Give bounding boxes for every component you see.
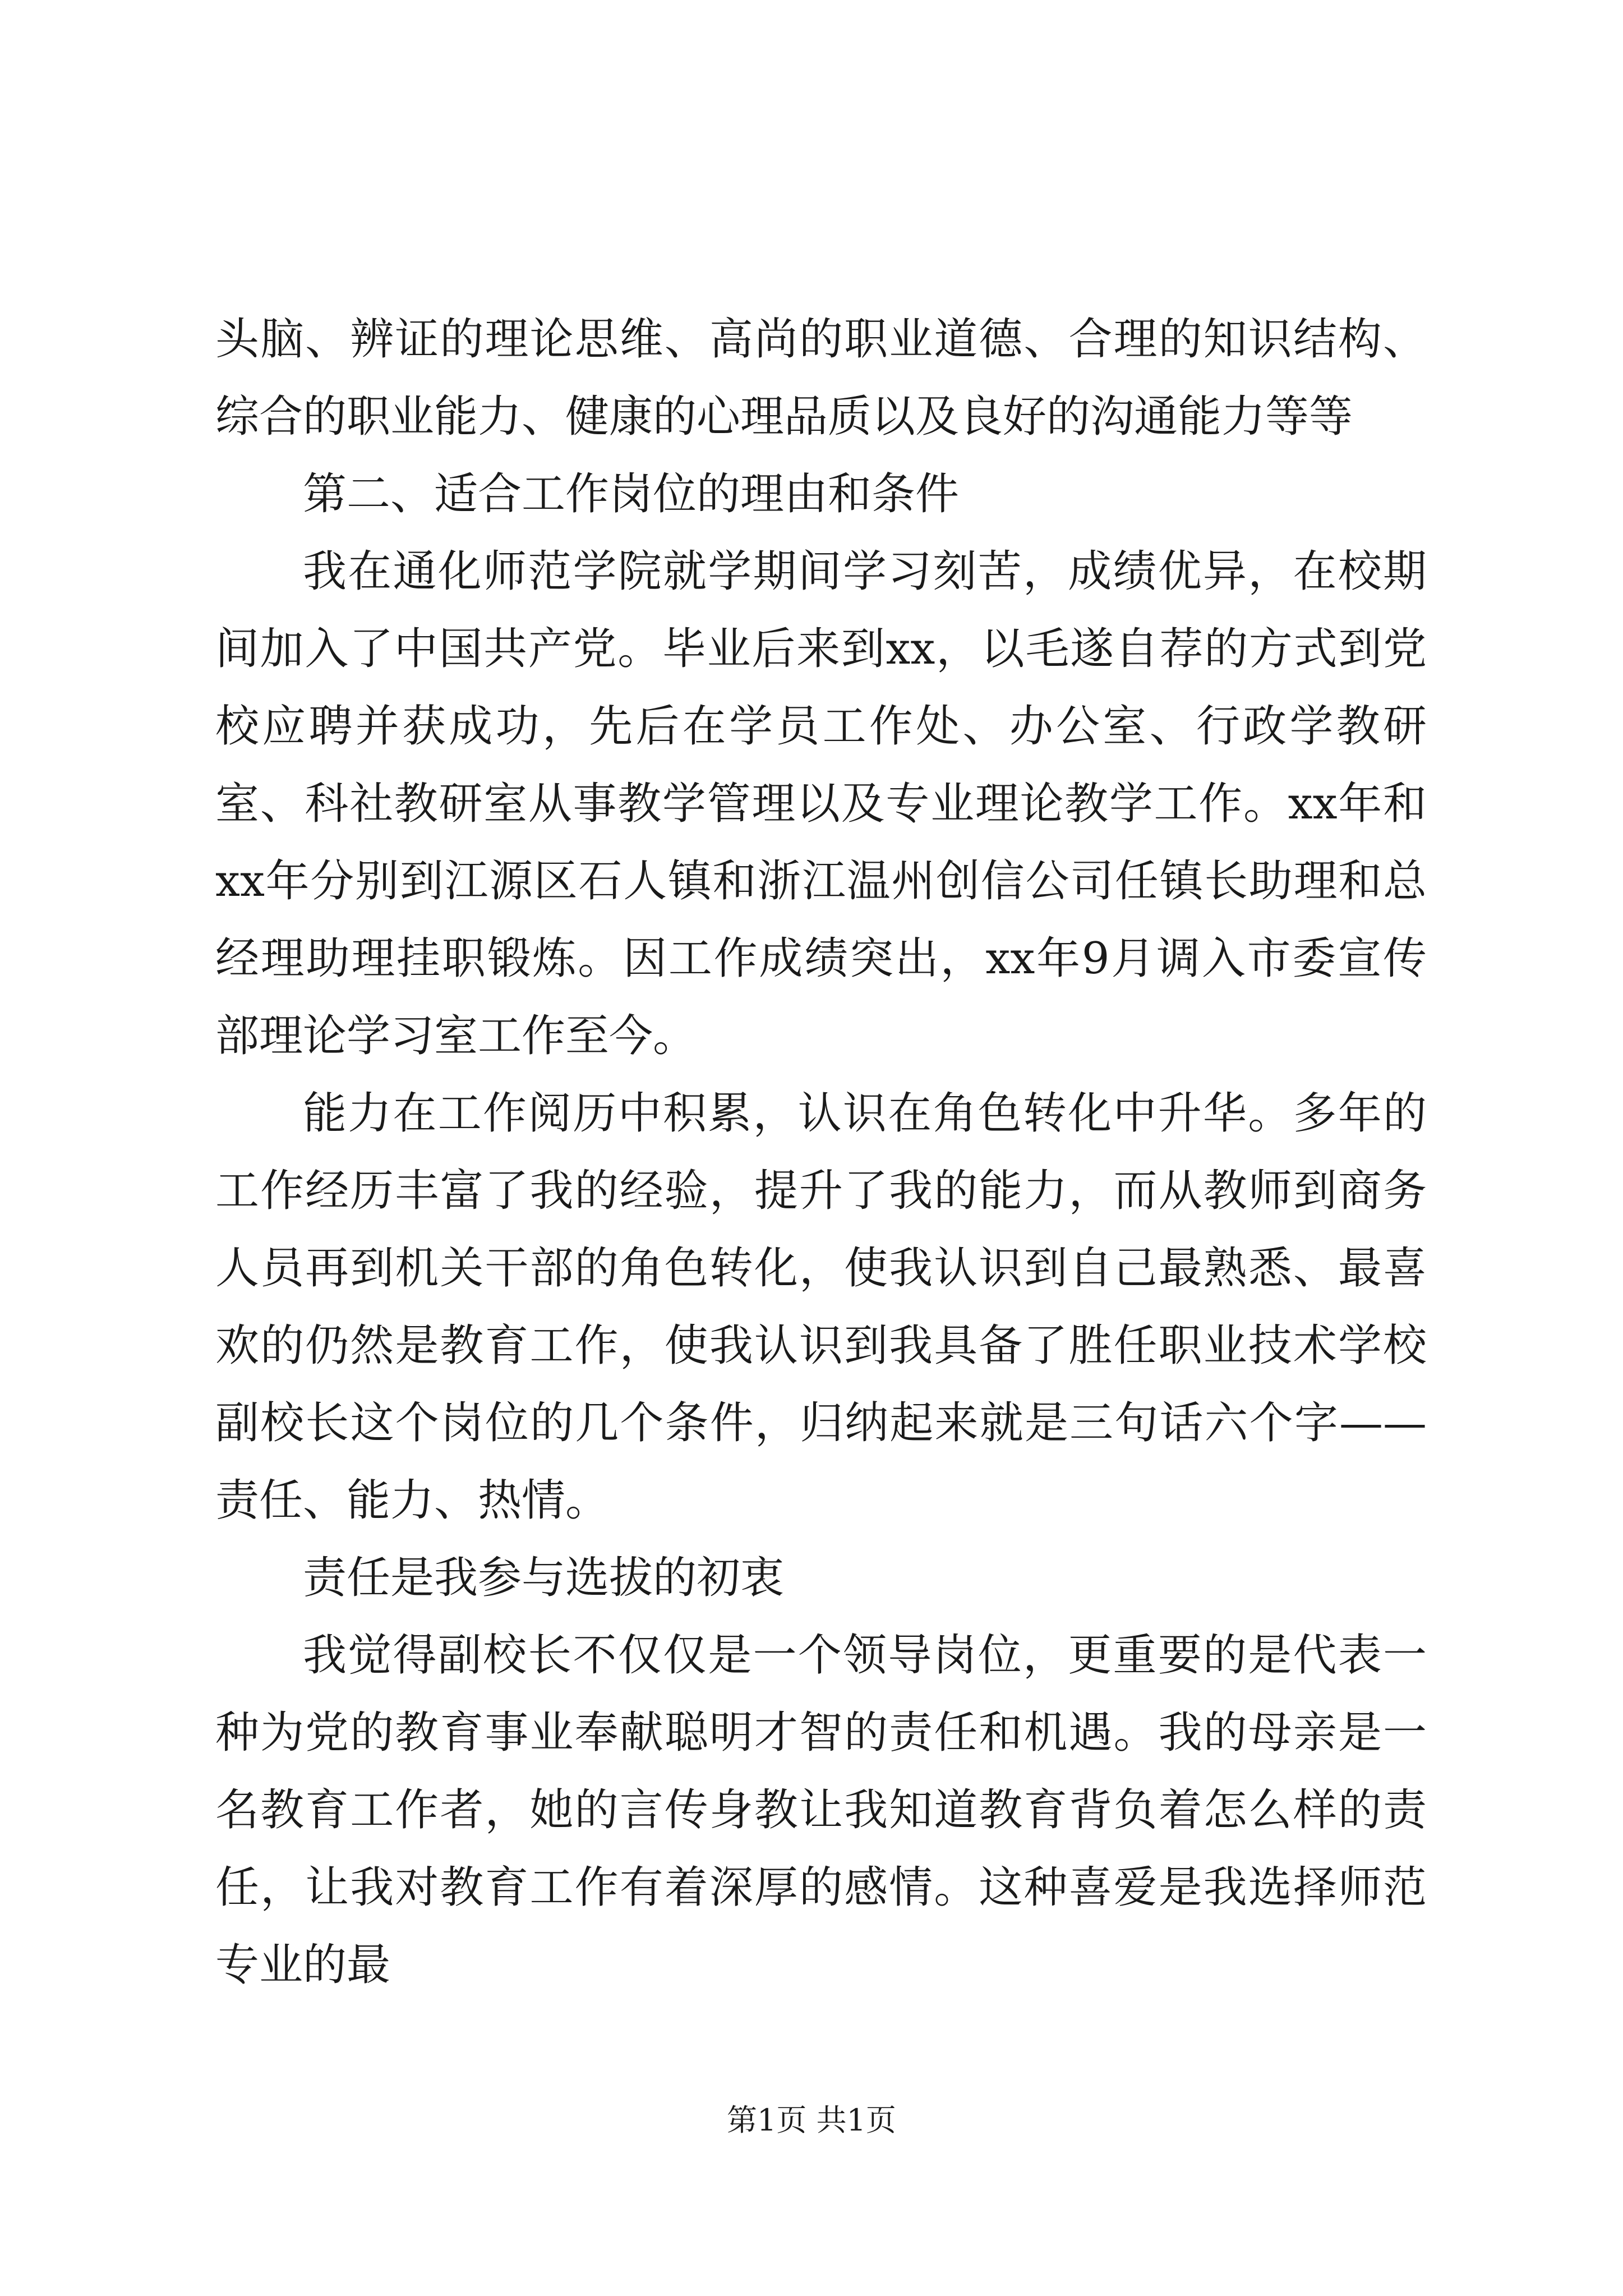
- paragraph-6: 我觉得副校长不仅仅是一个领导岗位，更重要的是代表一种为党的教育事业奉献聪明才智的责任和机遇。我的母亲是一名教育工作者，她的言传身教让我知道教育背负着怎么样的责任，让我对教育工作有着深厚的感情。这种喜爱是我选择师范专业的最: [215, 1630, 1427, 1990]
- section-heading-5: 责任是我参与选拔的初衷: [303, 1553, 785, 1603]
- paragraph-1: 头脑、辨证的理论思维、高尚的职业道德、合理的知识结构、综合的职业能力、健康的心理品质以及良好的沟通能力等等: [215, 314, 1427, 442]
- document-body: [215, 301, 1427, 2004]
- paragraph-3: 我在通化师范学院就学期间学习刻苦，成绩优异，在校期间加入了中国共产党。毕业后来到xx，以毛遂自荐的方式到党校应聘并获成功，先后在学员工作处、办公室、行政学教研室、科社教研室从事教学管理以及专业理论教学工作。xx年和xx年分别到江源区石人镇和浙江温州创信公司任镇长助理和总经理助理挂职锻炼。因工作成绩突出，xx年9月调入市委宣传部理论学习室工作至今。: [215, 546, 1427, 1061]
- page-footer: 第1页 共1页: [727, 2102, 896, 2138]
- section-heading-2: 第二、适合工作岗位的理由和条件: [303, 469, 960, 519]
- paragraph-4: 能力在工作阅历中积累，认识在角色转化中升华。多年的工作经历丰富了我的经验，提升了我的能力，而从教师到商务人员再到机关干部的角色转化，使我认识到自己最熟悉、最喜欢的仍然是教育工作，使我认识到我具备了胜任职业技术学校副校长这个岗位的几个条件，归纳起来就是三句话六个字——责任、能力、热情。: [215, 1088, 1427, 1526]
